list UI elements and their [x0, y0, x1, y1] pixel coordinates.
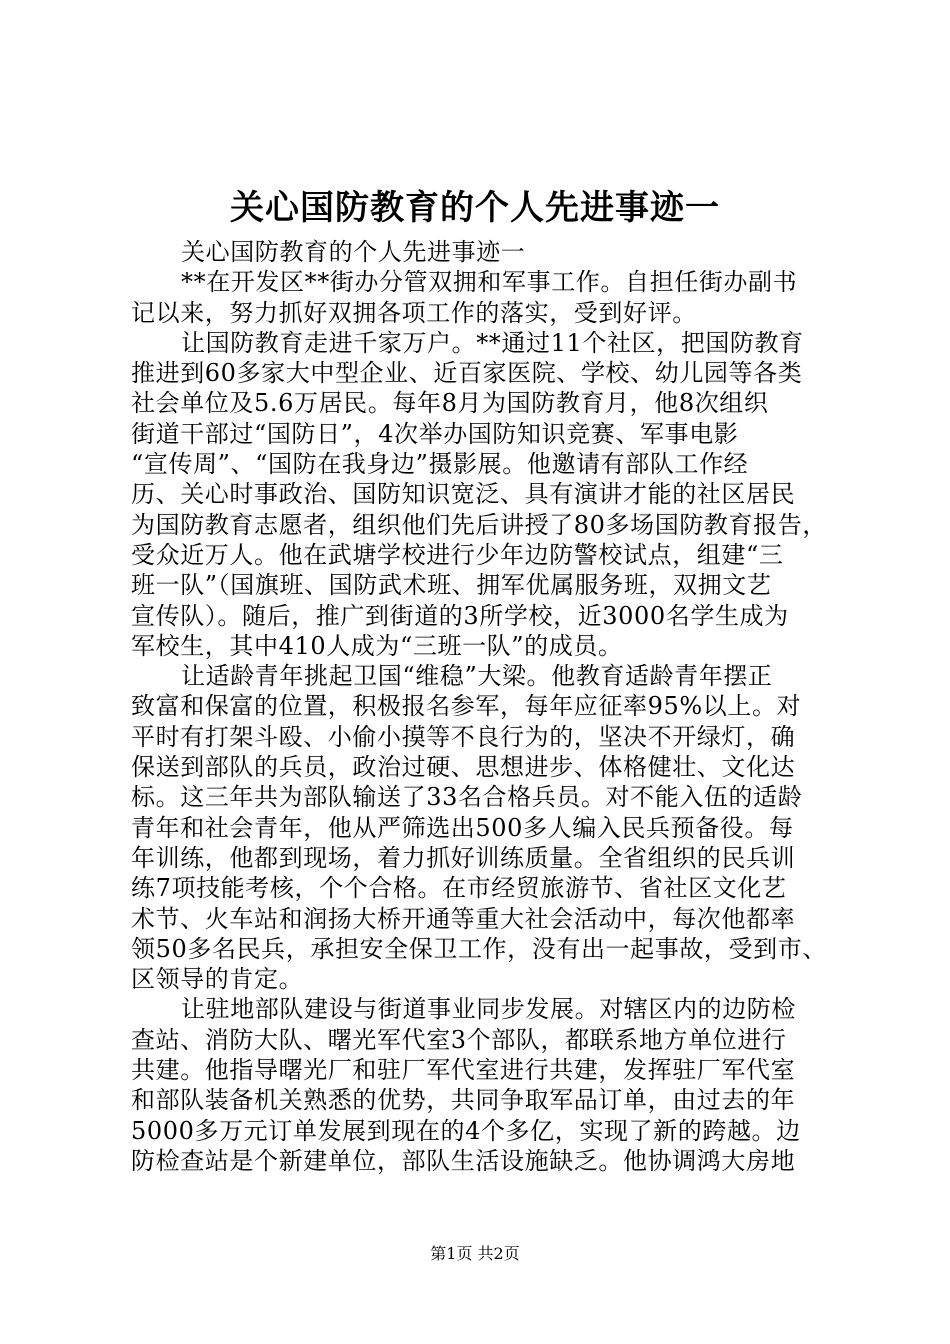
- paragraph-line: 历、关心时事政治、国防知识宽泛、具有演讲才能的社区居民: [131, 480, 796, 509]
- paragraph-line: 让国防教育走进千家万户。**通过11个社区，把国防教育: [181, 328, 804, 357]
- paragraph-line: 5000多万元订单发展到现在的4个多亿，实现了新的跨越。边: [131, 1116, 801, 1145]
- paragraph-line: 致富和保富的位置，积极报名参军，每年应征率95%以上。对: [131, 692, 802, 721]
- paragraph-line: 军校生，其中410人成为“三班一队”的成员。: [131, 631, 623, 660]
- paragraph-line: “宣传周”、“国防在我身边”摄影展。他邀请有部队工作经: [131, 450, 749, 479]
- paragraph-line: 街道干部过“国防日”，4次举办国防知识竞赛、军事电影: [131, 419, 739, 448]
- paragraph-line: 记以来，努力抓好双拥各项工作的落实，受到好评。: [131, 298, 697, 327]
- document-body: [131, 237, 831, 1176]
- paragraph-line: **在开发区**街办分管双拥和军事工作。自担任街办副书: [181, 268, 798, 297]
- paragraph-line: 防检查站是个新建单位，部队生活设施缺乏。他协调鸿大房地: [131, 1146, 796, 1175]
- paragraph-line: 领50多名民兵，承担安全保卫工作，没有出一起事故，受到市、: [131, 934, 827, 963]
- paragraph-line: 共建。他指导曙光厂和驻厂军代室进行共建，发挥驻厂军代室: [131, 1056, 796, 1085]
- paragraph-line: 让适龄青年挑起卫国“维稳”大梁。他教育适龄青年摆正: [181, 662, 773, 691]
- paragraph-line: 让驻地部队建设与街道事业同步发展。对辖区内的边防检: [181, 995, 796, 1024]
- subtitle-line: 关心国防教育的个人先进事迹一: [181, 238, 526, 266]
- paragraph-line: 青年和社会青年，他从严筛选出500多人编入民兵预备役。每: [131, 813, 794, 842]
- paragraph-line: 宣传队）。随后，推广到街道的3所学校，近3000名学生成为: [131, 601, 789, 630]
- page-footer: [0, 1242, 950, 1266]
- paragraph-line: 术节、火车站和润扬大桥开通等重大社会活动中，每次他都率: [131, 904, 796, 933]
- document-title: 关心国防教育的个人先进事迹一: [230, 188, 720, 228]
- paragraph-line: 受众近万人。他在武塘学校进行少年边防警校试点，组建“三: [131, 540, 784, 569]
- paragraph-line: 查站、消防大队、曙光军代室3个部队，都联系地方单位进行: [131, 1025, 787, 1054]
- paragraph-line: 标。这三年共为部队输送了33名合格兵员。对不能入伍的适龄: [131, 783, 803, 812]
- page-number: 第1页 共2页: [430, 1244, 520, 1263]
- paragraph-line: 推进到60多家大中型企业、近百家医院、学校、幼儿园等各类: [131, 359, 803, 388]
- paragraph-line: 区领导的肯定。: [131, 965, 304, 994]
- paragraph-line: 平时有打架斗殴、小偷小摸等不良行为的，坚决不开绿灯，确: [131, 722, 796, 751]
- paragraph-line: 和部队装备机关熟悉的优势，共同争取军品订单，由过去的年: [131, 1086, 796, 1115]
- paragraph-line: 年训练，他都到现场，着力抓好训练质量。全省组织的民兵训: [131, 843, 796, 872]
- paragraph-line: 保送到部队的兵员，政治过硬、思想进步、体格健壮、文化达: [131, 753, 796, 782]
- paragraph-line: 社会单位及5.6万居民。每年8月为国防教育月，他8次组织: [131, 389, 769, 418]
- paragraph-line: 班一队”（国旗班、国防武术班、拥军优属服务班，双拥文艺: [131, 571, 772, 600]
- paragraph-line: 为国防教育志愿者，组织他们先后讲授了80多场国防教育报告，: [131, 510, 827, 539]
- paragraph-line: 练7项技能考核，个个合格。在市经贸旅游节、省社区文化艺: [131, 874, 787, 903]
